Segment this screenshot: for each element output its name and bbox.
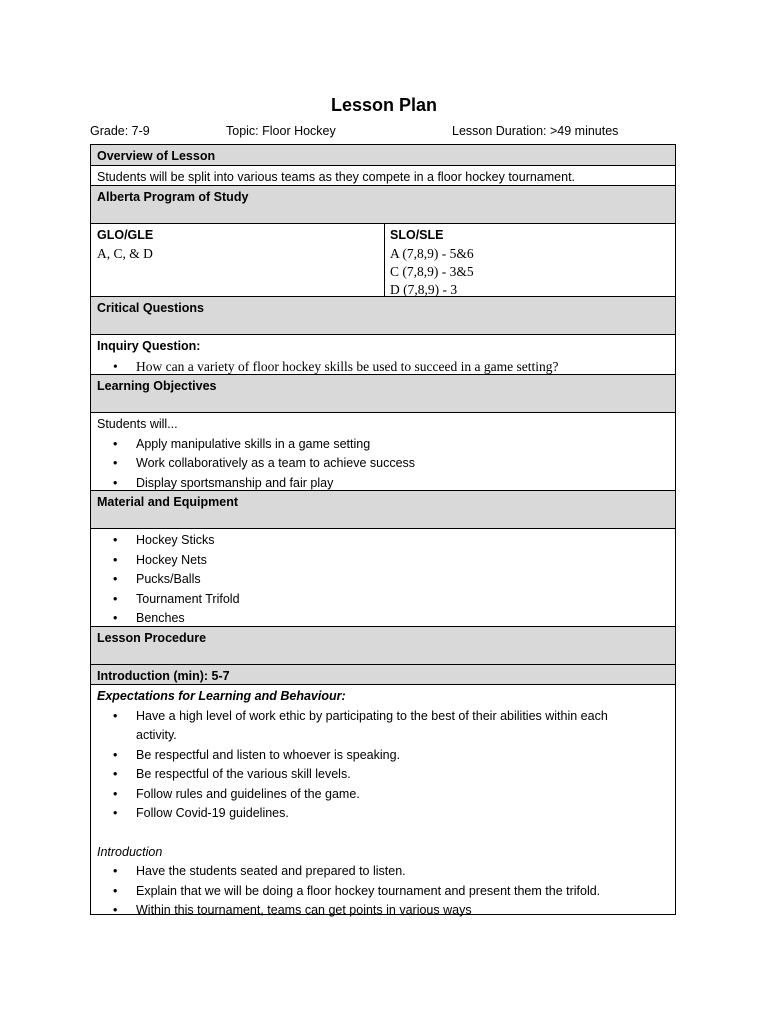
program-outcomes-row [91,223,675,296]
duration-label: Lesson Duration: >49 minutes [452,124,619,138]
list-item: • Explain that we will be doing a floor hockey tournament and present them the trifold. [113,883,601,898]
objectives-intro: Students will... [97,417,178,431]
glo-cell [91,224,383,263]
glo-heading: GLO/GLE [97,228,154,242]
expectations-heading: Expectations for Learning and Behaviour: [97,689,346,703]
list-item: • Be respectful of the various skill levels. [113,767,351,781]
introduction-minutes-heading: Introduction (min): 5-7 [91,664,675,684]
overview-text: Students will be split into various teams as they compete in a floor hockey tournament. [91,165,675,185]
list-item: • Within this tournament, teams can get points in various ways [113,903,472,917]
materials-row [91,528,675,626]
list-item: • Pucks/Balls [113,572,201,586]
critical-questions-heading: Critical Questions [91,296,675,334]
overview-heading: Overview of Lesson [91,145,675,165]
slo-cell [384,224,676,298]
list-item: • Hockey Nets [113,552,207,567]
list-item: • Follow Covid-19 guidelines. [113,806,289,820]
list-item: • Work collaboratively as a team to achieve success [113,456,416,470]
glo-value: A, C, & D [97,245,153,261]
list-item: • How can a variety of floor hockey skills be used to succeed in a game setting? [113,358,559,374]
slo-value: A (7,8,9) - 5&6 [390,245,474,261]
learning-objectives-row [91,412,675,490]
list-item: • Follow rules and guidelines of the game. [113,786,360,801]
inquiry-label: Inquiry Question: [97,339,201,353]
list-item: • Tournament Trifold [113,591,240,606]
introduction-heading: Introduction [97,844,163,859]
list-item: • Be respectful and listen to whoever is speaking. [113,747,401,762]
slo-value: C (7,8,9) - 3&5 [390,263,474,279]
lesson-procedure-heading: Lesson Procedure [91,626,675,664]
inquiry-question-row [91,334,675,374]
list-item: • Have a high level of work ethic by participating to the best of their abilities within each activity. [113,708,608,742]
learning-objectives-heading: Learning Objectives [91,374,675,412]
topic-label: Topic: Floor Hockey [226,124,336,138]
list-item: • Display sportsmanship and fair play [113,475,334,490]
grade-label: Grade: 7-9 [90,124,150,138]
slo-value: D (7,8,9) - 3 [390,281,458,297]
lesson-plan-table [90,144,676,915]
procedure-body [91,684,675,917]
materials-heading: Material and Equipment [91,490,675,528]
list-item: • Hockey Sticks [113,533,215,547]
program-heading: Alberta Program of Study [91,185,675,223]
list-item: • Have the students seated and prepared to listen. [113,864,406,878]
list-item: • Apply manipulative skills in a game setting [113,436,371,451]
slo-heading: SLO/SLE [390,228,444,242]
list-item: • Benches [113,611,185,625]
page-title: Lesson Plan [330,95,438,115]
